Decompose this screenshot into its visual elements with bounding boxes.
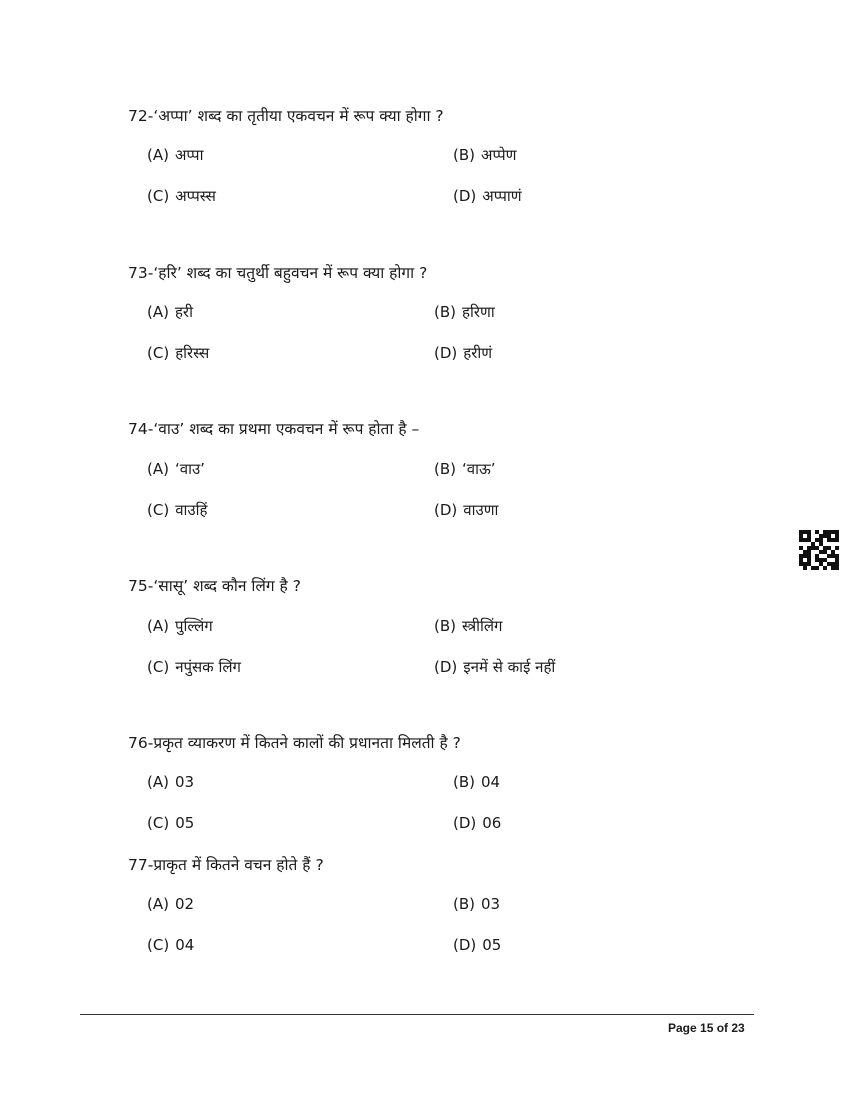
option-label: (B) xyxy=(453,895,475,913)
question-72-option-a xyxy=(147,145,203,165)
option-label: (D) xyxy=(453,814,477,832)
option-label: (B) xyxy=(453,146,475,164)
question-77-option-a xyxy=(147,895,194,913)
question-73-option-d xyxy=(434,343,492,363)
question-77: 77-प्राकृत में कितने वचन होते हैं ? xyxy=(128,856,324,874)
question-77-option-c xyxy=(147,936,194,954)
option-label: (A) xyxy=(147,146,169,164)
option-label: (D) xyxy=(434,344,458,362)
option-text: हरीणं xyxy=(463,344,493,362)
question-74-option-a xyxy=(147,459,205,479)
option-label: (C) xyxy=(147,936,170,954)
option-text: 04 xyxy=(481,773,501,791)
option-text: 05 xyxy=(482,936,502,954)
question-76-option-c xyxy=(147,814,194,832)
option-text: वाउणा xyxy=(463,501,499,519)
question-73: 73-‘हरि’ शब्द का चतुर्थी बहुवचन में रूप क्या होगा ? xyxy=(128,264,428,282)
option-label: (C) xyxy=(147,501,170,519)
page-number: Page 15 of 23 xyxy=(668,1021,745,1035)
option-text: 04 xyxy=(175,936,195,954)
option-label: (B) xyxy=(434,617,456,635)
question-75-option-a xyxy=(147,616,213,636)
option-text: 06 xyxy=(482,814,502,832)
option-label: (C) xyxy=(147,814,170,832)
option-text: अप्पाणं xyxy=(482,187,522,205)
option-text: 02 xyxy=(174,895,195,913)
option-label: (A) xyxy=(147,460,169,478)
option-label: (B) xyxy=(453,773,475,791)
option-label: (D) xyxy=(453,187,477,205)
question-75: 75-‘सासू’ शब्द कौन लिंग है ? xyxy=(128,577,301,595)
option-text: अप्पस्स xyxy=(175,187,216,205)
option-text: हरिस्स xyxy=(175,344,210,362)
question-74: 74-‘वाउ’ शब्द का प्रथमा एकवचन में रूप होता है – xyxy=(128,420,420,438)
option-text: वाउहिं xyxy=(175,501,208,519)
question-74-option-b xyxy=(434,459,496,479)
option-label: (A) xyxy=(147,303,169,321)
option-text: 03 xyxy=(481,895,501,913)
option-label: (C) xyxy=(147,187,170,205)
question-77-option-d xyxy=(453,936,501,954)
option-text: इनमें से काई नहीं xyxy=(463,658,556,676)
question-72-option-b xyxy=(453,145,516,165)
option-text: 03 xyxy=(174,773,195,791)
question-76: 76-प्रकृत व्याकरण में कितने कालों की प्रधानता मिलती है ? xyxy=(128,734,461,752)
question-73-option-b xyxy=(434,302,495,322)
question-76-option-a xyxy=(147,773,194,791)
question-73-option-a xyxy=(147,302,193,322)
question-75-option-c xyxy=(147,657,241,677)
option-label: (A) xyxy=(147,895,169,913)
option-label: (C) xyxy=(147,344,170,362)
option-label: (D) xyxy=(434,501,458,519)
option-text: 05 xyxy=(175,814,195,832)
question-76-option-d xyxy=(453,814,501,832)
question-75-option-b xyxy=(434,616,503,636)
question-76-option-b xyxy=(453,773,500,791)
option-text: स्त्रीलिंग xyxy=(462,617,503,635)
option-label: (D) xyxy=(434,658,458,676)
option-label: (D) xyxy=(453,936,477,954)
option-text: पुल्लिंग xyxy=(174,617,213,635)
option-label: (A) xyxy=(147,773,169,791)
question-74-option-d xyxy=(434,500,498,520)
option-label: (C) xyxy=(147,658,170,676)
question-72-option-c xyxy=(147,186,216,206)
option-text: हरिणा xyxy=(462,303,495,321)
question-72-option-d xyxy=(453,186,522,206)
qr-code-icon xyxy=(799,530,839,570)
option-label: (B) xyxy=(434,460,456,478)
question-77-option-b xyxy=(453,895,500,913)
option-label: (B) xyxy=(434,303,456,321)
question-72: 72-‘अप्पा’ शब्द का तृतीया एकवचन में रूप क्या होगा ? xyxy=(128,107,444,125)
option-text: अप्पा xyxy=(174,146,204,164)
option-text: हरी xyxy=(174,303,193,321)
option-text: अप्पेण xyxy=(481,146,517,164)
option-label: (A) xyxy=(147,617,169,635)
option-text: ‘वाउ’ xyxy=(174,460,205,478)
question-73-option-c xyxy=(147,343,209,363)
option-text: नपुंसक लिंग xyxy=(175,658,241,676)
footer-divider xyxy=(80,1014,754,1015)
question-75-option-d xyxy=(434,657,555,677)
question-74-option-c xyxy=(147,500,207,520)
option-text: ‘वाऊ’ xyxy=(462,460,496,478)
